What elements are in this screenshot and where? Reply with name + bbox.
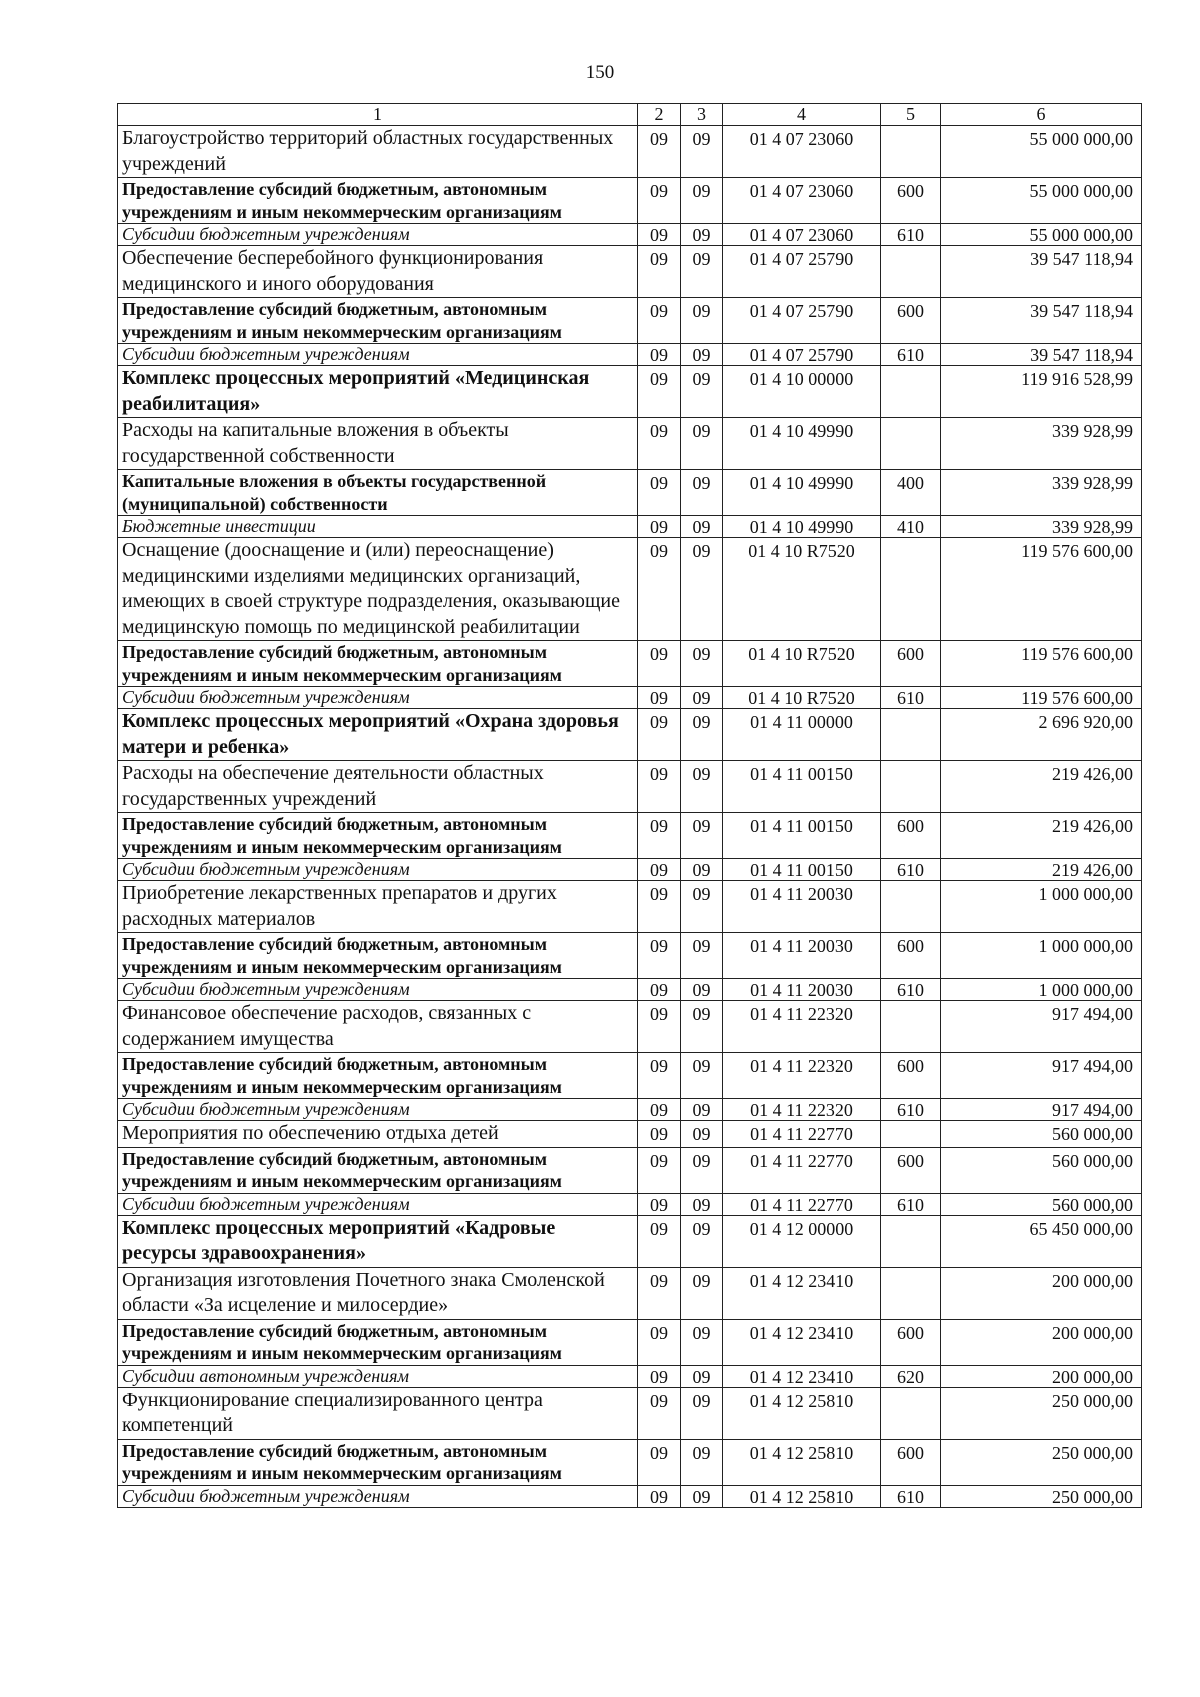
target-article-cell: 01 4 11 22320 [723, 1099, 881, 1121]
expense-type-cell: 620 [881, 1365, 941, 1387]
section-code-cell: 09 [638, 881, 681, 933]
table-row [118, 224, 1142, 246]
amount-cell: 917 494,00 [941, 1053, 1142, 1099]
expense-type-cell [881, 538, 941, 641]
amount-cell: 339 928,99 [941, 516, 1142, 538]
amount-cell: 1 000 000,00 [941, 933, 1142, 979]
row-name-cell: Предоставление субсидий бюджетным, автономным учреждениям и иным некоммерческим организациям [118, 178, 638, 224]
expense-type-cell [881, 1121, 941, 1148]
target-article-cell: 01 4 10 R7520 [723, 641, 881, 687]
amount-cell: 339 928,99 [941, 470, 1142, 516]
table-row [118, 1439, 1142, 1485]
target-article-cell: 01 4 10 R7520 [723, 538, 881, 641]
subsection-code-cell: 09 [681, 1319, 723, 1365]
amount-cell: 560 000,00 [941, 1121, 1142, 1148]
table-row [118, 298, 1142, 344]
section-code-cell: 09 [638, 1267, 681, 1319]
section-code-cell: 09 [638, 933, 681, 979]
subsection-code-cell: 09 [681, 881, 723, 933]
target-article-cell: 01 4 10 49990 [723, 418, 881, 470]
amount-cell: 560 000,00 [941, 1193, 1142, 1215]
page-number: 150 [585, 62, 615, 83]
amount-cell: 55 000 000,00 [941, 178, 1142, 224]
expense-type-cell: 610 [881, 979, 941, 1001]
table-row [118, 979, 1142, 1001]
section-code-cell: 09 [638, 246, 681, 298]
expense-type-cell: 610 [881, 1099, 941, 1121]
target-article-cell: 01 4 11 00150 [723, 761, 881, 813]
expense-type-cell: 610 [881, 224, 941, 246]
amount-cell: 219 426,00 [941, 859, 1142, 881]
target-article-cell: 01 4 11 22770 [723, 1121, 881, 1148]
subsection-code-cell: 09 [681, 224, 723, 246]
target-article-cell: 01 4 12 23410 [723, 1319, 881, 1365]
section-code-cell: 09 [638, 178, 681, 224]
subsection-code-cell: 09 [681, 178, 723, 224]
row-name-cell: Субсидии автономным учреждениям [118, 1365, 638, 1387]
table-row [118, 1485, 1142, 1507]
amount-cell: 2 696 920,00 [941, 709, 1142, 761]
target-article-cell: 01 4 12 00000 [723, 1215, 881, 1267]
target-article-cell: 01 4 07 25790 [723, 246, 881, 298]
amount-cell: 119 576 600,00 [941, 687, 1142, 709]
section-code-cell: 09 [638, 366, 681, 418]
section-code-cell: 09 [638, 298, 681, 344]
amount-cell: 917 494,00 [941, 1099, 1142, 1121]
subsection-code-cell: 09 [681, 1215, 723, 1267]
expense-type-cell: 600 [881, 298, 941, 344]
expense-type-cell: 600 [881, 641, 941, 687]
section-code-cell: 09 [638, 859, 681, 881]
table-row [118, 1267, 1142, 1319]
subsection-code-cell: 09 [681, 470, 723, 516]
section-code-cell: 09 [638, 1365, 681, 1387]
expense-type-cell [881, 1215, 941, 1267]
expense-type-cell [881, 1001, 941, 1053]
target-article-cell: 01 4 12 25810 [723, 1485, 881, 1507]
section-code-cell: 09 [638, 516, 681, 538]
target-article-cell: 01 4 10 00000 [723, 366, 881, 418]
target-article-cell: 01 4 11 20030 [723, 979, 881, 1001]
table-row [118, 687, 1142, 709]
section-code-cell: 09 [638, 1053, 681, 1099]
table-row [118, 470, 1142, 516]
subsection-code-cell: 09 [681, 298, 723, 344]
expense-type-cell [881, 761, 941, 813]
subsection-code-cell: 09 [681, 366, 723, 418]
target-article-cell: 01 4 10 49990 [723, 516, 881, 538]
amount-cell: 339 928,99 [941, 418, 1142, 470]
section-code-cell: 09 [638, 979, 681, 1001]
expense-type-cell: 610 [881, 344, 941, 366]
row-name-cell: Комплекс процессных мероприятий «Охрана здоровья матери и ребенка» [118, 709, 638, 761]
row-name-cell: Предоставление субсидий бюджетным, автономным учреждениям и иным некоммерческим организациям [118, 298, 638, 344]
row-name-cell: Субсидии бюджетным учреждениям [118, 224, 638, 246]
target-article-cell: 01 4 11 22770 [723, 1147, 881, 1193]
section-code-cell: 09 [638, 1121, 681, 1148]
target-article-cell: 01 4 11 22770 [723, 1193, 881, 1215]
column-header: 3 [681, 104, 723, 126]
subsection-code-cell: 09 [681, 687, 723, 709]
row-name-cell: Комплекс процессных мероприятий «Кадровые ресурсы здравоохранения» [118, 1215, 638, 1267]
subsection-code-cell: 09 [681, 344, 723, 366]
target-article-cell: 01 4 07 23060 [723, 178, 881, 224]
target-article-cell: 01 4 12 23410 [723, 1365, 881, 1387]
amount-cell: 119 576 600,00 [941, 641, 1142, 687]
amount-cell: 55 000 000,00 [941, 126, 1142, 178]
table-row [118, 1319, 1142, 1365]
subsection-code-cell: 09 [681, 1267, 723, 1319]
table-row [118, 1053, 1142, 1099]
expense-type-cell [881, 1267, 941, 1319]
row-name-cell: Предоставление субсидий бюджетным, автономным учреждениям и иным некоммерческим организациям [118, 1147, 638, 1193]
target-article-cell: 01 4 11 00150 [723, 813, 881, 859]
target-article-cell: 01 4 07 25790 [723, 344, 881, 366]
expense-type-cell: 610 [881, 1485, 941, 1507]
section-code-cell: 09 [638, 641, 681, 687]
expense-type-cell: 600 [881, 178, 941, 224]
expense-type-cell: 610 [881, 1193, 941, 1215]
row-name-cell: Предоставление субсидий бюджетным, автономным учреждениям и иным некоммерческим организациям [118, 813, 638, 859]
expense-type-cell: 410 [881, 516, 941, 538]
amount-cell: 219 426,00 [941, 761, 1142, 813]
subsection-code-cell: 09 [681, 246, 723, 298]
column-header: 1 [118, 104, 638, 126]
expense-type-cell [881, 418, 941, 470]
row-name-cell: Предоставление субсидий бюджетным, автономным учреждениям и иным некоммерческим организациям [118, 641, 638, 687]
target-article-cell: 01 4 07 23060 [723, 224, 881, 246]
row-name-cell: Мероприятия по обеспечению отдыха детей [118, 1121, 638, 1148]
row-name-cell: Обеспечение бесперебойного функционирования медицинского и иного оборудования [118, 246, 638, 298]
row-name-cell: Субсидии бюджетным учреждениям [118, 344, 638, 366]
row-name-cell: Субсидии бюджетным учреждениям [118, 1193, 638, 1215]
expense-type-cell [881, 246, 941, 298]
table-row [118, 933, 1142, 979]
amount-cell: 200 000,00 [941, 1267, 1142, 1319]
table-row [118, 761, 1142, 813]
section-code-cell: 09 [638, 1319, 681, 1365]
expense-type-cell: 600 [881, 1319, 941, 1365]
amount-cell: 119 916 528,99 [941, 366, 1142, 418]
section-code-cell: 09 [638, 344, 681, 366]
row-name-cell: Предоставление субсидий бюджетным, автономным учреждениям и иным некоммерческим организациям [118, 933, 638, 979]
table-body [118, 126, 1142, 1508]
expense-type-cell [881, 709, 941, 761]
row-name-cell: Субсидии бюджетным учреждениям [118, 1485, 638, 1507]
table-row [118, 1387, 1142, 1439]
table-row [118, 1193, 1142, 1215]
section-code-cell: 09 [638, 1193, 681, 1215]
amount-cell: 250 000,00 [941, 1485, 1142, 1507]
row-name-cell: Финансовое обеспечение расходов, связанных с содержанием имущества [118, 1001, 638, 1053]
table-row [118, 1121, 1142, 1148]
target-article-cell: 01 4 11 22320 [723, 1053, 881, 1099]
amount-cell: 219 426,00 [941, 813, 1142, 859]
amount-cell: 200 000,00 [941, 1319, 1142, 1365]
expense-type-cell [881, 366, 941, 418]
target-article-cell: 01 4 10 R7520 [723, 687, 881, 709]
section-code-cell: 09 [638, 1215, 681, 1267]
row-name-cell: Субсидии бюджетным учреждениям [118, 1099, 638, 1121]
target-article-cell: 01 4 07 25790 [723, 298, 881, 344]
row-name-cell: Субсидии бюджетным учреждениям [118, 687, 638, 709]
table-row [118, 516, 1142, 538]
row-name-cell: Комплекс процессных мероприятий «Медицинская реабилитация» [118, 366, 638, 418]
subsection-code-cell: 09 [681, 1147, 723, 1193]
subsection-code-cell: 09 [681, 1387, 723, 1439]
amount-cell: 200 000,00 [941, 1365, 1142, 1387]
subsection-code-cell: 09 [681, 1099, 723, 1121]
row-name-cell: Функционирование специализированного центра компетенций [118, 1387, 638, 1439]
amount-cell: 39 547 118,94 [941, 246, 1142, 298]
subsection-code-cell: 09 [681, 1365, 723, 1387]
subsection-code-cell: 09 [681, 761, 723, 813]
row-name-cell: Приобретение лекарственных препаратов и других расходных материалов [118, 881, 638, 933]
table-row [118, 1001, 1142, 1053]
row-name-cell: Бюджетные инвестиции [118, 516, 638, 538]
column-header: 6 [941, 104, 1142, 126]
table-row [118, 1365, 1142, 1387]
table-row [118, 641, 1142, 687]
expense-type-cell: 600 [881, 813, 941, 859]
row-name-cell: Организация изготовления Почетного знака Смоленской области «За исцеление и милосердие» [118, 1267, 638, 1319]
expense-type-cell: 600 [881, 933, 941, 979]
section-code-cell: 09 [638, 687, 681, 709]
section-code-cell: 09 [638, 1387, 681, 1439]
table-row [118, 126, 1142, 178]
expense-type-cell [881, 881, 941, 933]
row-name-cell: Благоустройство территорий областных государственных учреждений [118, 126, 638, 178]
amount-cell: 917 494,00 [941, 1001, 1142, 1053]
section-code-cell: 09 [638, 1099, 681, 1121]
subsection-code-cell: 09 [681, 1193, 723, 1215]
subsection-code-cell: 09 [681, 933, 723, 979]
table-row [118, 418, 1142, 470]
expense-type-cell: 600 [881, 1053, 941, 1099]
column-header: 4 [723, 104, 881, 126]
section-code-cell: 09 [638, 761, 681, 813]
budget-table [117, 103, 1142, 1508]
subsection-code-cell: 09 [681, 1053, 723, 1099]
row-name-cell: Капитальные вложения в объекты государственной (муниципальной) собственности [118, 470, 638, 516]
section-code-cell: 09 [638, 1439, 681, 1485]
target-article-cell: 01 4 11 20030 [723, 933, 881, 979]
subsection-code-cell: 09 [681, 709, 723, 761]
target-article-cell: 01 4 07 23060 [723, 126, 881, 178]
section-code-cell: 09 [638, 813, 681, 859]
amount-cell: 65 450 000,00 [941, 1215, 1142, 1267]
amount-cell: 1 000 000,00 [941, 881, 1142, 933]
table-row [118, 344, 1142, 366]
expense-type-cell: 400 [881, 470, 941, 516]
row-name-cell: Расходы на обеспечение деятельности областных государственных учреждений [118, 761, 638, 813]
subsection-code-cell: 09 [681, 418, 723, 470]
section-code-cell: 09 [638, 1147, 681, 1193]
target-article-cell: 01 4 11 20030 [723, 881, 881, 933]
target-article-cell: 01 4 11 22320 [723, 1001, 881, 1053]
target-article-cell: 01 4 12 25810 [723, 1439, 881, 1485]
target-article-cell: 01 4 11 00150 [723, 859, 881, 881]
column-header: 2 [638, 104, 681, 126]
target-article-cell: 01 4 10 49990 [723, 470, 881, 516]
table-row [118, 366, 1142, 418]
amount-cell: 250 000,00 [941, 1439, 1142, 1485]
subsection-code-cell: 09 [681, 538, 723, 641]
table-row [118, 1099, 1142, 1121]
subsection-code-cell: 09 [681, 1121, 723, 1148]
amount-cell: 39 547 118,94 [941, 298, 1142, 344]
row-name-cell: Субсидии бюджетным учреждениям [118, 859, 638, 881]
section-code-cell: 09 [638, 538, 681, 641]
subsection-code-cell: 09 [681, 1485, 723, 1507]
section-code-cell: 09 [638, 1001, 681, 1053]
expense-type-cell: 600 [881, 1439, 941, 1485]
subsection-code-cell: 09 [681, 516, 723, 538]
table-row [118, 881, 1142, 933]
amount-cell: 560 000,00 [941, 1147, 1142, 1193]
table-row [118, 1215, 1142, 1267]
subsection-code-cell: 09 [681, 641, 723, 687]
subsection-code-cell: 09 [681, 1001, 723, 1053]
subsection-code-cell: 09 [681, 813, 723, 859]
budget-table-container [117, 103, 1141, 1508]
row-name-cell: Субсидии бюджетным учреждениям [118, 979, 638, 1001]
row-name-cell: Предоставление субсидий бюджетным, автономным учреждениям и иным некоммерческим организациям [118, 1319, 638, 1365]
table-row [118, 709, 1142, 761]
row-name-cell: Оснащение (дооснащение и (или) переоснащение) медицинскими изделиями медицинских организаций, имеющих в своей структуре подразделения, оказывающие медицинскую помощь по медицинской реабилитации [118, 538, 638, 641]
header-row [118, 104, 1142, 126]
section-code-cell: 09 [638, 709, 681, 761]
target-article-cell: 01 4 11 00000 [723, 709, 881, 761]
amount-cell: 119 576 600,00 [941, 538, 1142, 641]
column-header: 5 [881, 104, 941, 126]
table-row [118, 1147, 1142, 1193]
expense-type-cell [881, 126, 941, 178]
section-code-cell: 09 [638, 418, 681, 470]
row-name-cell: Расходы на капитальные вложения в объекты государственной собственности [118, 418, 638, 470]
target-article-cell: 01 4 12 25810 [723, 1387, 881, 1439]
amount-cell: 250 000,00 [941, 1387, 1142, 1439]
table-row [118, 538, 1142, 641]
section-code-cell: 09 [638, 224, 681, 246]
expense-type-cell: 610 [881, 687, 941, 709]
table-row [118, 859, 1142, 881]
section-code-cell: 09 [638, 470, 681, 516]
target-article-cell: 01 4 12 23410 [723, 1267, 881, 1319]
subsection-code-cell: 09 [681, 126, 723, 178]
table-row [118, 178, 1142, 224]
section-code-cell: 09 [638, 1485, 681, 1507]
amount-cell: 1 000 000,00 [941, 979, 1142, 1001]
subsection-code-cell: 09 [681, 859, 723, 881]
table-row [118, 813, 1142, 859]
amount-cell: 55 000 000,00 [941, 224, 1142, 246]
amount-cell: 39 547 118,94 [941, 344, 1142, 366]
row-name-cell: Предоставление субсидий бюджетным, автономным учреждениям и иным некоммерческим организациям [118, 1439, 638, 1485]
subsection-code-cell: 09 [681, 979, 723, 1001]
subsection-code-cell: 09 [681, 1439, 723, 1485]
expense-type-cell: 600 [881, 1147, 941, 1193]
table-row [118, 246, 1142, 298]
expense-type-cell: 610 [881, 859, 941, 881]
row-name-cell: Предоставление субсидий бюджетным, автономным учреждениям и иным некоммерческим организациям [118, 1053, 638, 1099]
section-code-cell: 09 [638, 126, 681, 178]
expense-type-cell [881, 1387, 941, 1439]
